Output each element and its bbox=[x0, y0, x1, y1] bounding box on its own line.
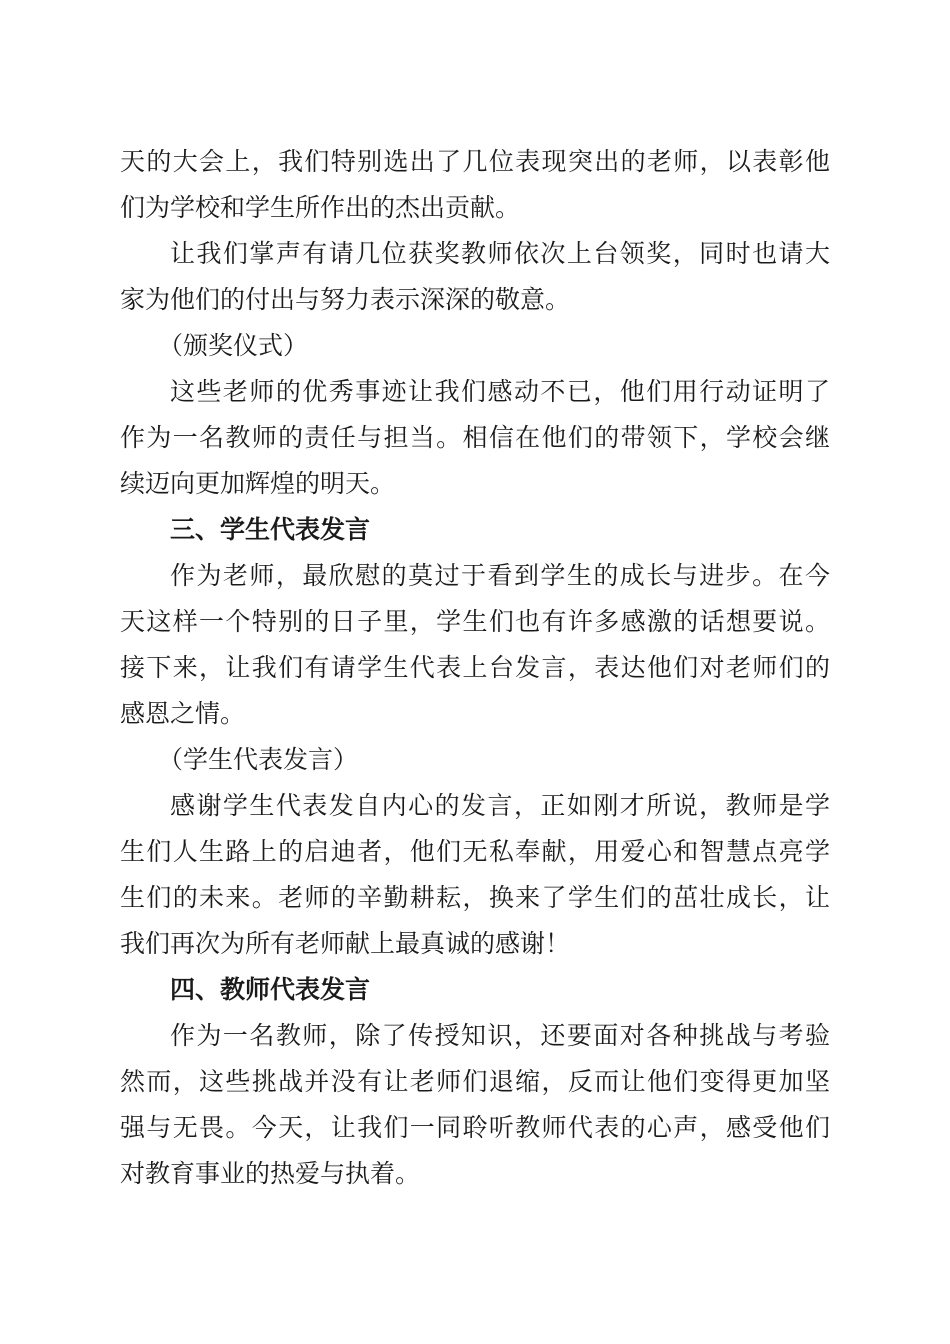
paragraph-line: 对教育事业的热爱与执着。 bbox=[120, 1159, 421, 1188]
paragraph-line: 们为学校和学生所作出的杰出贡献。 bbox=[120, 193, 521, 222]
paragraph-line: 感恩之情。 bbox=[120, 699, 246, 728]
paragraph-line: 我们再次为所有老师献上最真诚的感谢！ bbox=[120, 929, 571, 958]
paragraph-line: 续迈向更加辉煌的明天。 bbox=[120, 469, 396, 498]
paragraph-line: 作为一名教师的责任与担当。相信在他们的带领下，学校会继 bbox=[120, 423, 830, 452]
paragraph-line: 天这样一个特别的日子里，学生们也有许多感激的话想要说。 bbox=[120, 607, 830, 636]
stage-direction: （学生代表发言） bbox=[158, 745, 359, 774]
paragraph-line: 这些老师的优秀事迹让我们感动不已，他们用行动证明了 bbox=[170, 377, 830, 406]
paragraph-line: 作为一名教师，除了传授知识，还要面对各种挑战与考验 bbox=[170, 1021, 830, 1050]
paragraph-line: 天的大会上，我们特别选出了几位表现突出的老师，以表彰他 bbox=[120, 147, 830, 176]
stage-direction: （颁奖仪式） bbox=[158, 331, 309, 360]
paragraph-line: 生们的未来。老师的辛勤耕耘，换来了学生们的茁壮成长，让 bbox=[120, 883, 830, 912]
section-heading: 三、学生代表发言 bbox=[170, 515, 371, 544]
section-heading: 四、教师代表发言 bbox=[170, 975, 371, 1004]
paragraph-line: 家为他们的付出与努力表示深深的敬意。 bbox=[120, 285, 571, 314]
paragraph-line: 然而，这些挑战并没有让老师们退缩，反而让他们变得更加坚 bbox=[120, 1067, 830, 1096]
paragraph-line: 强与无畏。今天，让我们一同聆听教师代表的心声，感受他们 bbox=[120, 1113, 830, 1142]
paragraph-line: 作为老师，最欣慰的莫过于看到学生的成长与进步。在今 bbox=[170, 561, 830, 590]
paragraph-line: 让我们掌声有请几位获奖教师依次上台领奖，同时也请大 bbox=[170, 239, 830, 268]
paragraph-line: 感谢学生代表发自内心的发言，正如刚才所说，教师是学 bbox=[170, 791, 830, 820]
paragraph-line: 生们人生路上的启迪者，他们无私奉献，用爱心和智慧点亮学 bbox=[120, 837, 830, 866]
paragraph-line: 接下来，让我们有请学生代表上台发言，表达他们对老师们的 bbox=[120, 653, 830, 682]
